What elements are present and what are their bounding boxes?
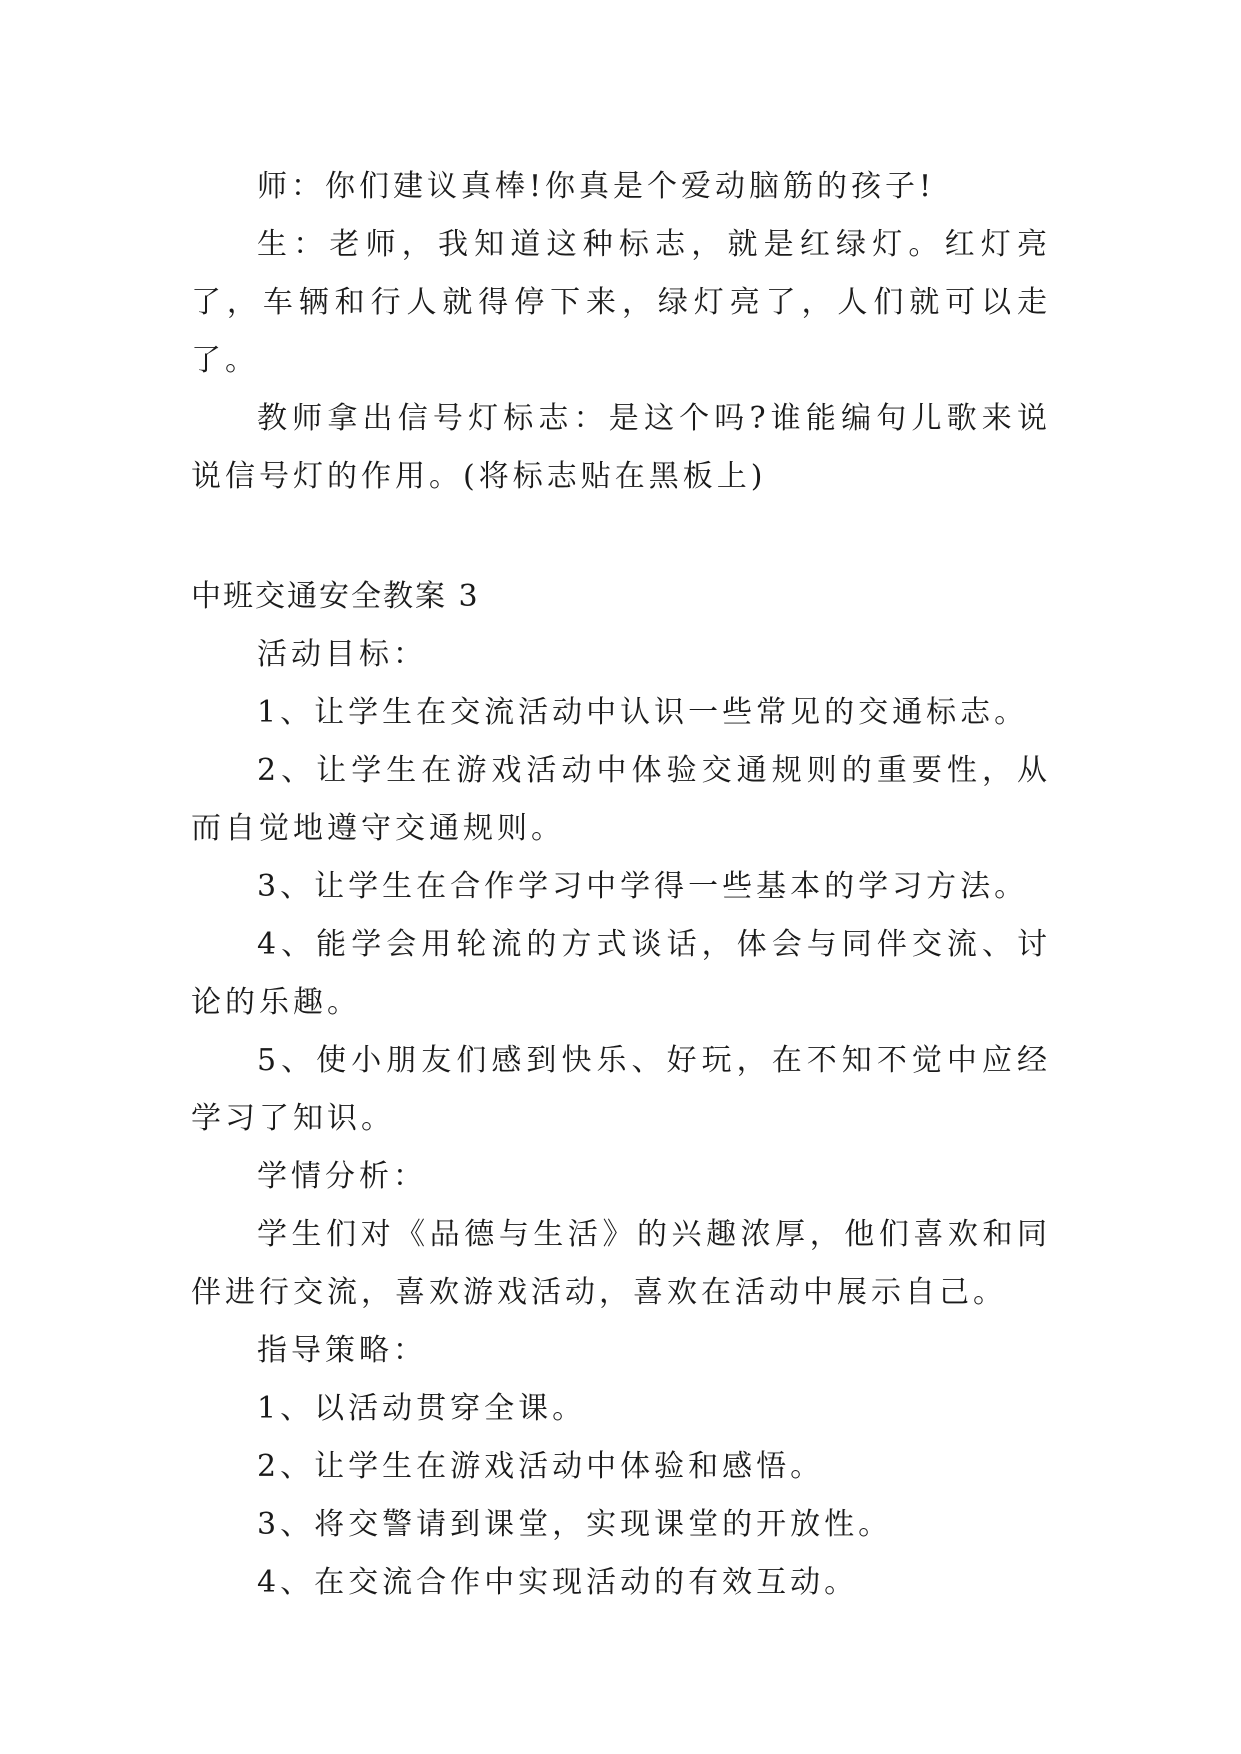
document-page	[191, 158, 1051, 1612]
paragraph: 学生们对《品德与生活》的兴趣浓厚，他们喜欢和同伴进行交流，喜欢游戏活动，喜欢在活动中展示自己。	[191, 1217, 1051, 1310]
paragraph: 教师拿出信号灯标志：是这个吗?谁能编句儿歌来说说信号灯的作用。(将标志贴在黑板上)	[191, 401, 1051, 494]
paragraph: 活动目标：	[257, 637, 427, 672]
paragraph: 1、以活动贯穿全课。	[257, 1391, 587, 1426]
paragraph: 师：你们建议真棒!你真是个爱动脑筋的孩子!	[257, 169, 936, 204]
paragraph: 2、让学生在游戏活动中体验和感悟。	[257, 1449, 825, 1484]
paragraph: 生：老师，我知道这种标志，就是红绿灯。红灯亮了，车辆和行人就得停下来，绿灯亮了，人们就可以走了。	[191, 227, 1051, 378]
section-heading: 中班交通安全教案 3	[191, 579, 480, 614]
paragraph: 1、让学生在交流活动中认识一些常见的交通标志。	[257, 695, 1029, 730]
paragraph: 5、使小朋友们感到快乐、好玩，在不知不觉中应经学习了知识。	[191, 1043, 1051, 1136]
paragraph: 4、能学会用轮流的方式谈话，体会与同伴交流、讨论的乐趣。	[191, 927, 1051, 1020]
paragraph: 3、将交警请到课堂，实现课堂的开放性。	[257, 1507, 893, 1542]
paragraph: 3、让学生在合作学习中学得一些基本的学习方法。	[257, 869, 1029, 904]
paragraph: 2、让学生在游戏活动中体验交通规则的重要性，从而自觉地遵守交通规则。	[191, 753, 1051, 846]
paragraph: 4、在交流合作中实现活动的有效互动。	[257, 1565, 859, 1600]
paragraph: 学情分析：	[257, 1159, 427, 1194]
section-gap	[191, 506, 1051, 568]
paragraph: 指导策略：	[257, 1333, 427, 1368]
